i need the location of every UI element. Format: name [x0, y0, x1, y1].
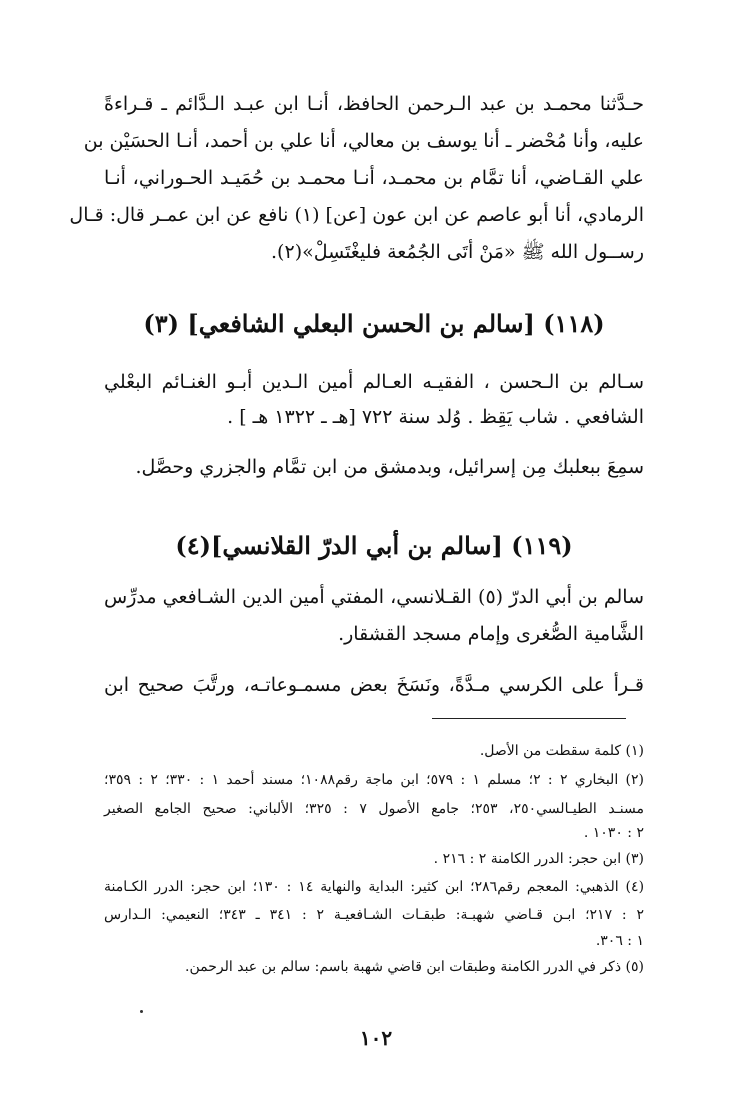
footnote: (٥) ذكر في الدرر الكامنة وطبقات ابن قاضي شهبة باسم: سالم بن عبد الرحمن.	[185, 959, 644, 975]
print-speck	[140, 1010, 143, 1013]
body-line: سالم بن أبي الدرّ (٥) القـلانسي، المفتي أمين الدين الشـافعي مدرِّس	[104, 586, 644, 608]
entry-heading: (١١٨) [سالم بن الحسن البعلي الشافعي] (٣)	[143, 309, 605, 338]
body-line: الرمادي، أنا أبو عاصم عن ابن عون [عن] (١) نافع عن ابن عمـر قال: قـال	[69, 204, 644, 226]
footnote: (١) كلمة سقطت من الأصل.	[479, 743, 644, 759]
footnote: ١ : ٣٠٦.	[595, 933, 644, 949]
body-line: عليه، وأنا مُحْضر ـ أنا يوسف بن معالي، أنا علي بن أحمد، أنـا الحسَيْن بن	[83, 130, 644, 152]
footnote: ٢ : ٢١٧؛ ابـن قـاضي شهبـة: طبقـات الشـافعيـة ٢ : ٣٤١ ـ ٣٤٣؛ النعيمي: الـدارس	[104, 907, 644, 923]
entry-heading: (١١٩) [سالم بن أبي الدرّ القلانسي](٤)	[175, 531, 573, 560]
body-line: سمِعَ ببعلبك مِن إسرائيل، وبدمشق من ابن تمَّام والجزري وحصَّل.	[135, 456, 644, 478]
body-line: حـدَّثنا محمـد بن عبد الـرحمن الحافظ، أنـا ابن عبـد الـدَّائم ـ قـراءةً	[104, 93, 644, 115]
body-line: الشافعي . شاب يَقِظ . وُلد سنة ٧٢٢ [هـ ـ ١٣٢٢ هـ ] .	[227, 406, 644, 428]
footnote: ٢ : ١٠٣٠ .	[583, 825, 644, 841]
page-number: ١٠٢	[359, 1026, 393, 1050]
footnote: (٣) ابن حجر: الدرر الكامنة ٢ : ٢١٦ .	[433, 851, 644, 867]
body-line: قـرأ على الكرسي مـدَّةً، ونَسَخَ بعض مسمـوعاتـه، ورتَّبَ صحيح ابن	[104, 674, 644, 696]
footnote: مسنـد الطيـالسي٢٥٠، ٢٥٣؛ جامع الأصول ٧ : ٣٢٥؛ الألباني: صحيح الجامع الصغير	[104, 801, 644, 817]
footnote: (٤) الذهبي: المعجم رقم٢٨٦؛ ابن كثير: البداية والنهاية ١٤ : ١٣٠؛ ابن حجر: الدرر الكـامنة	[104, 879, 645, 895]
body-line: رســول الله ﷺ «مَنْ أتَى الجُمُعة فليغْتَسِلْ»(٢).	[271, 241, 644, 263]
footnote: (٢) البخاري ٢ : ٢؛ مسلم ١ : ٥٧٩؛ ابن ماجة رقم١٠٨٨؛ مسند أحمد ١ : ٣٣٠؛ ٢ : ٣٥٩؛	[104, 772, 644, 788]
body-line: الشَّامية الصُّغرى وإمام مسجد القشقار.	[338, 623, 644, 645]
footnote-separator	[432, 718, 626, 719]
body-line: علي القـاضي، أنا تمَّام بن محمـد، أنـا محمـد بن حُمَيـد الحـوراني، أنـا	[104, 167, 644, 189]
body-line: سـالم بن الـحسن ، الفقيـه العـالم أمين الـدين أبـو الغنـائم البعْلي	[104, 371, 644, 393]
